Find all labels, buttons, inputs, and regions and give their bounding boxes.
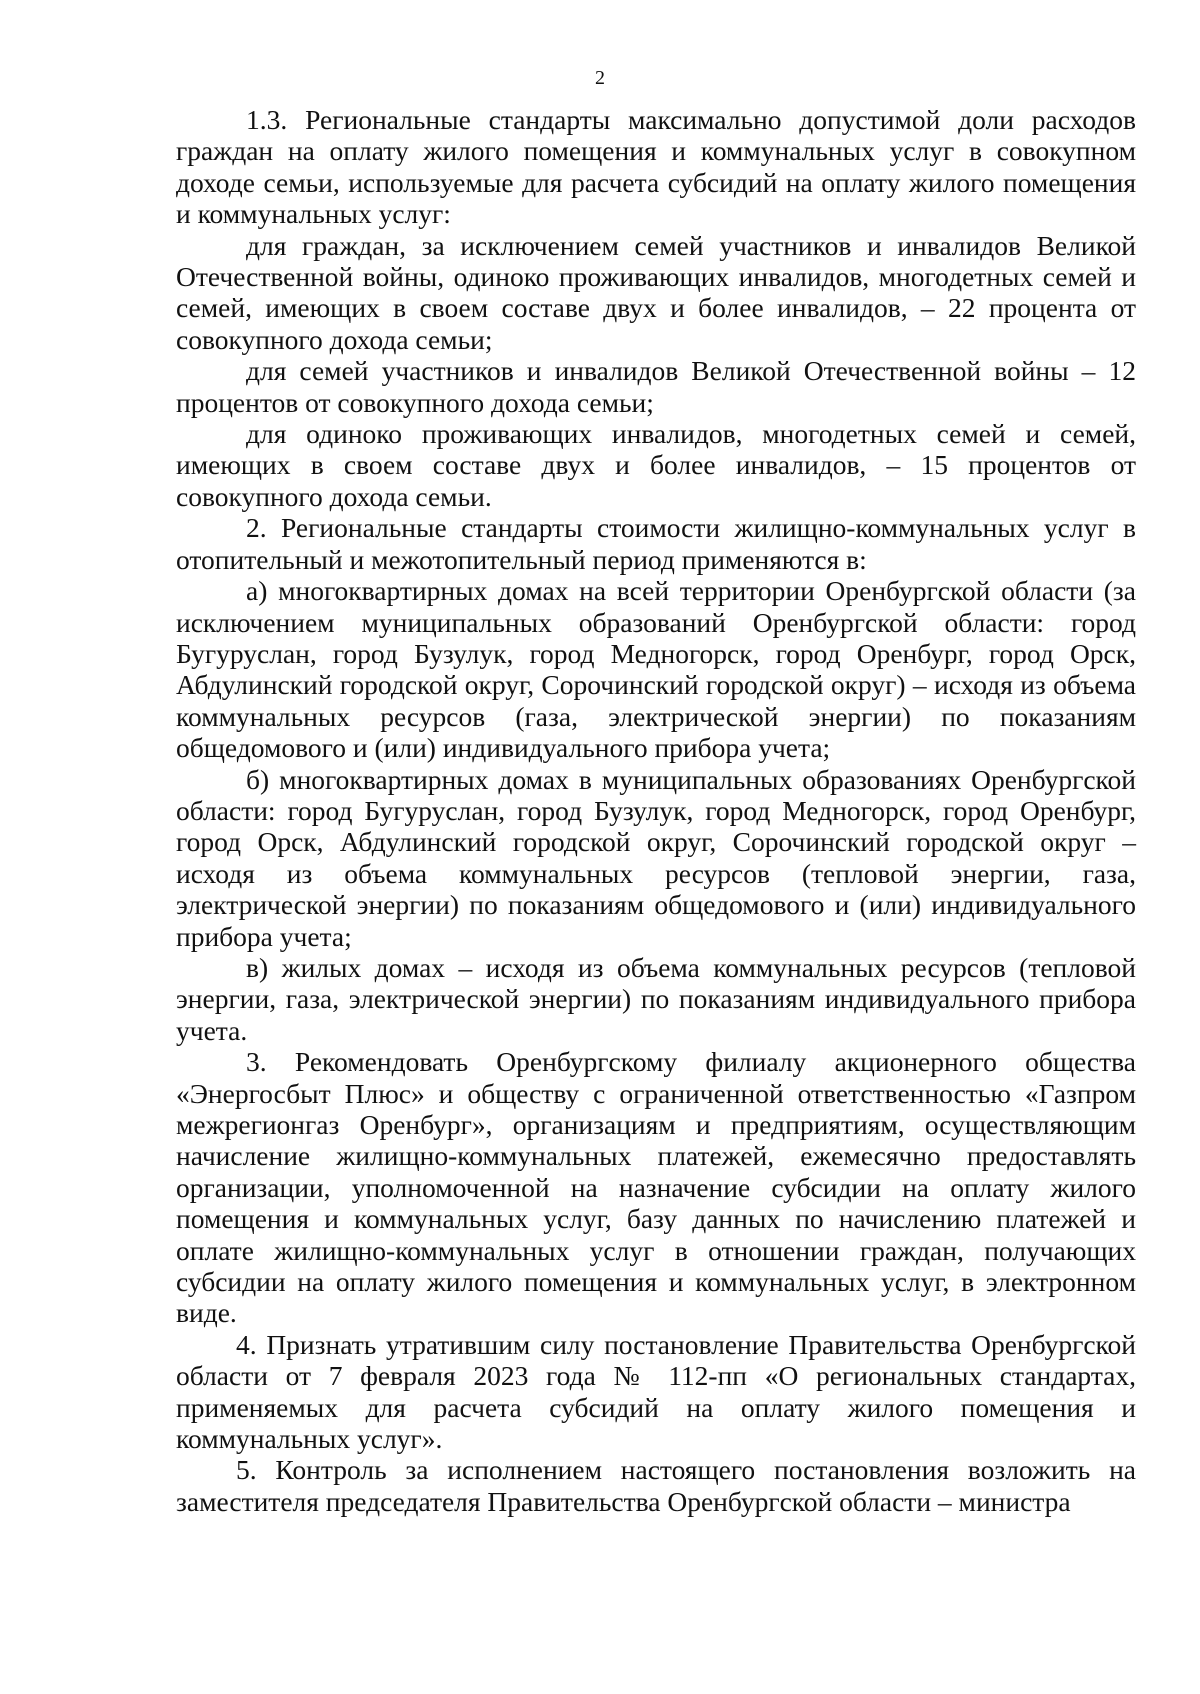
paragraph-2v: в) жилых домах – исходя из объема коммунальных ресурсов (тепловой энергии, газа, электрической энергии) по показаниям индивидуального прибора учета. <box>176 951 1136 1046</box>
paragraph-4: 4. Признать утратившим силу постановление Правительства Оренбургской области от 7 февраля 2023 года № 112-пп «О региональных стандартах, применяемых для расчета субсидий на оплату жилого помещения и коммунальных услуг». <box>176 1328 1136 1455</box>
paragraph-standard-veterans: для семей участников и инвалидов Великой Отечественной войны – 12 процентов от совокупного дохода семьи; <box>176 355 1136 418</box>
paragraph-2b: б) многоквартирных домах в муниципальных образованиях Оренбургской области: город Бугуруслан, город Бузулук, город Медногорск, город Оренбург, город Орск, Абдулинский городской округ, Сорочинский городской округ – исходя из объема коммунальных ресурсов (тепловой энергии, газа, электрической энергии) по показаниям общедомового и (или) индивидуального прибора учета; <box>176 763 1136 952</box>
paragraph-3: 3. Рекомендовать Оренбургскому филиалу акционерного общества «Энергосбыт Плюс» и обществу с ограниченной ответственностью «Газпром межрегионгаз Оренбург», организациям и предприятиям, осуществляющим начисление жилищно-коммунальных платежей, ежемесячно предоставлять организации, уполномоченной на назначение субсидии на оплату жилого помещения и коммунальных услуг, базу данных по начислению платежей и оплате жилищно-коммунальных услуг в отношении граждан, получающих субсидии на оплату жилого помещения и коммунальных услуг, в электронном виде. <box>176 1046 1136 1329</box>
page-number: 2 <box>595 67 605 89</box>
paragraph-standard-disabled: для одиноко проживающих инвалидов, многодетных семей и семей, имеющих в своем составе двух и более инвалидов, – 15 процентов от совокупного дохода семьи. <box>176 418 1136 512</box>
paragraph-standard-general: для граждан, за исключением семей участников и инвалидов Великой Отечественной войны, одиноко проживающих инвалидов, многодетных семей и семей, имеющих в своем составе двух и более инвалидов, – 22 процента от совокупного дохода семьи; <box>176 229 1136 355</box>
paragraph-5: 5. Контроль за исполнением настоящего постановления возложить на заместителя председателя Правительства Оренбургской области – министра <box>176 1454 1136 1517</box>
paragraph-1-3: 1.3. Региональные стандарты максимально допустимой доли расходов граждан на оплату жилого помещения и коммунальных услуг в совокупном доходе семьи, используемые для расчета субсидий на оплату жилого помещения и коммунальных услуг: <box>176 104 1136 230</box>
paragraph-2a: а) многоквартирных домах на всей территории Оренбургской области (за исключением муниципальных образований Оренбургской области: город Бугуруслан, город Бузулук, город Медногорск, город Оренбург, город Орск, Абдулинский городской округ, Сорочинский городской округ) – исходя из объема коммунальных ресурсов (газа, электрической энергии) по показаниям общедомового и (или) индивидуального прибора учета; <box>176 575 1136 764</box>
paragraph-2: 2. Региональные стандарты стоимости жилищно-коммунальных услуг в отопительный и межотопительный период применяются в: <box>176 512 1136 575</box>
document-body <box>176 104 1136 1517</box>
